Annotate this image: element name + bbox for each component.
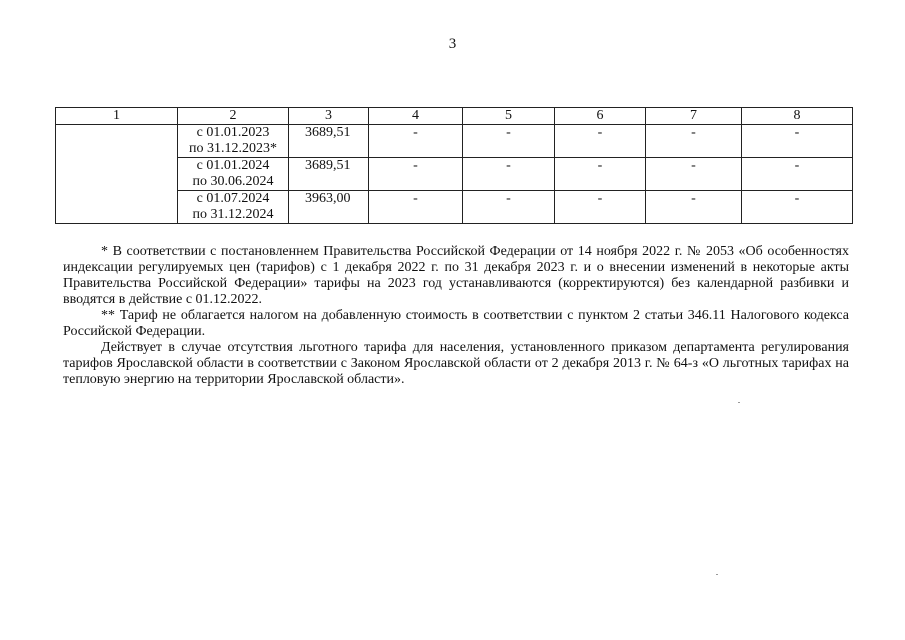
- period-end: по 31.12.2024: [192, 207, 274, 222]
- dash-cell: -: [463, 191, 555, 224]
- period-cell: [178, 158, 289, 191]
- header-cell: 8: [742, 108, 853, 125]
- period-cell: [178, 125, 289, 158]
- period-cell: [178, 191, 289, 224]
- dash-cell: -: [742, 158, 853, 191]
- header-cell: 3: [289, 108, 369, 125]
- header-cell: 2: [178, 108, 289, 125]
- header-cell: 6: [555, 108, 646, 125]
- footnotes: [63, 244, 849, 388]
- footnote-vat: ** Тариф не облагается налогом на добавленную стоимость в соответствии с пунктом 2 статьи 346.11 Налогового кодекса Российской Федерации.: [63, 308, 849, 339]
- dash-cell: -: [646, 158, 742, 191]
- period-end: по 31.12.2023*: [189, 141, 277, 156]
- dash-cell: -: [646, 125, 742, 158]
- tariff-value: 3689,51: [289, 158, 369, 191]
- footnote-preferential-tariff: Действует в случае отсутствия льготного тарифа для населения, установленного приказом департамента регулирования тарифов Ярославской области в соответствии с Законом Ярославской области от 2 декабря 2013 г. № 64-з «О льготных тарифах на тепловую энергию на территории Ярославской области».: [63, 340, 849, 387]
- dash-cell: -: [463, 158, 555, 191]
- footnote-indexation: * В соответствии с постановленнем Правительства Российской Федерации от 14 ноября 2022 г. № 2053 «Об особенностях индексации регулируемых цен (тарифов) с 1 декабря 2022 г. по 31 декабря 2023 г. и о внесении изменений в некоторые акты Правительства Российской Федерации» тарифы на 2023 год устанавливаются (корректируются) без календарной разбивки и вводятся в действие с 01.12.2022.: [63, 244, 849, 307]
- dash-cell: -: [646, 191, 742, 224]
- header-cell: 4: [369, 108, 463, 125]
- tariff-value: 3963,00: [289, 191, 369, 224]
- table-row: [56, 125, 853, 158]
- dash-cell: -: [369, 191, 463, 224]
- scan-artifact: [716, 574, 718, 575]
- dash-cell: -: [742, 125, 853, 158]
- period-start: с 01.07.2024: [196, 191, 270, 206]
- page-number: 3: [448, 36, 457, 52]
- header-cell: 1: [56, 108, 178, 125]
- tariff-table: [55, 107, 853, 224]
- dash-cell: -: [369, 125, 463, 158]
- header-cell: 5: [463, 108, 555, 125]
- period-start: с 01.01.2024: [196, 158, 270, 173]
- tariff-value: 3689,51: [289, 125, 369, 158]
- dash-cell: -: [555, 158, 646, 191]
- scan-artifact: [738, 402, 740, 403]
- period-end: по 30.06.2024: [192, 174, 274, 189]
- dash-cell: -: [555, 191, 646, 224]
- dash-cell: -: [555, 125, 646, 158]
- merged-name-cell: [56, 125, 178, 224]
- dash-cell: -: [742, 191, 853, 224]
- period-start: с 01.01.2023: [196, 125, 270, 140]
- table-header-row: [56, 108, 853, 125]
- header-cell: 7: [646, 108, 742, 125]
- dash-cell: -: [463, 125, 555, 158]
- dash-cell: -: [369, 158, 463, 191]
